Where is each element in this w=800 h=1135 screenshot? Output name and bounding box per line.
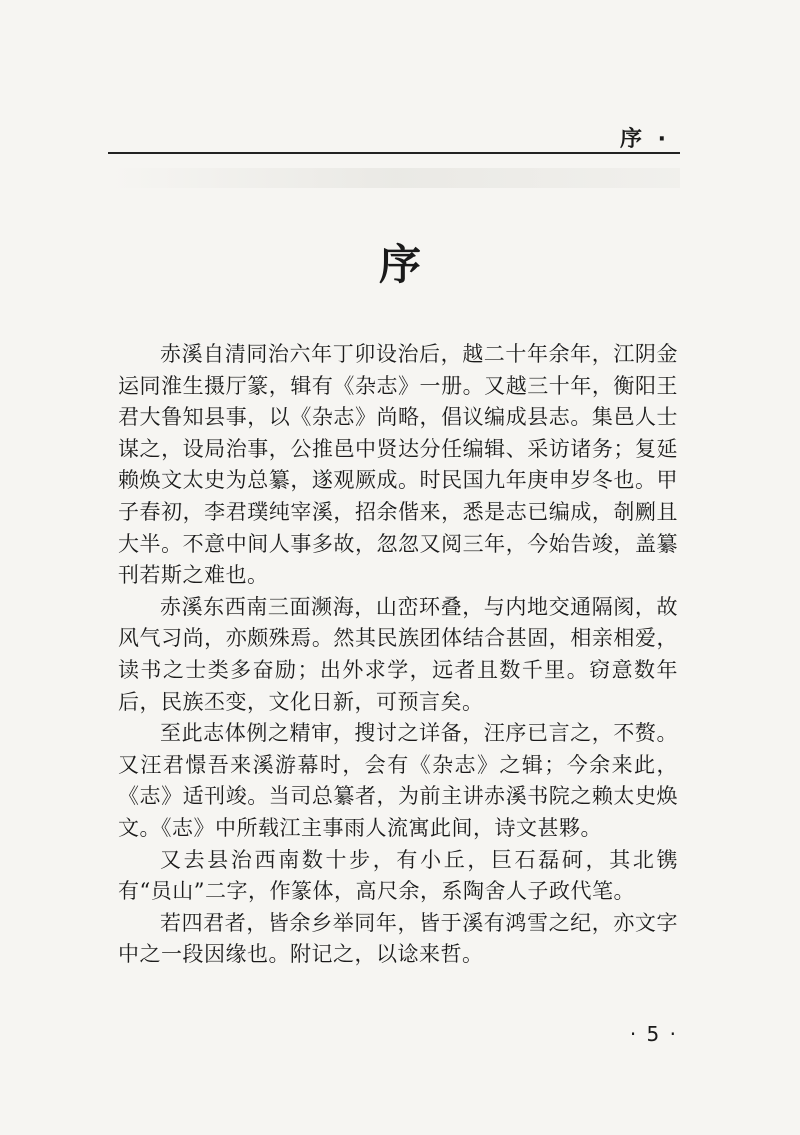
page-title: 序 [378, 240, 421, 289]
running-head [108, 122, 680, 152]
bleed-through-shadow [110, 168, 680, 188]
paragraph-2: 赤溪东西南三面濒海，山峦环叠，与内地交通隔阂，故风气习尚，亦颇殊焉。然其民族团体结合甚固，相亲相爱，读书之士类多奋励；出外求学，远者且数千里。窃意数年后，民族丕变，文化日新，可预言矣。 [118, 594, 678, 714]
paragraph-3: 至此志体例之精审，搜讨之详备，汪序已言之，不赘。又汪君憬吾来溪游幕时，会有《杂志》之辑；今余来此，《志》适刊竣。当司总纂者，为前主讲赤溪书院之赖太史焕文。《志》中所载江主事雨人流寓此间，诗文甚夥。 [118, 721, 678, 840]
paragraph-1: 赤溪自清同治六年丁卯设治后，越二十年余年，江阴金运同淮生摄厅篆，辑有《杂志》一册。又越三十年，衡阳王君大鲁知县事，以《杂志》尚略，倡议编成县志。集邑人士谋之，设局治事，公推邑中贤达分任编辑、采访诸务；复延赖焕文太史为总纂，遂观厥成。时民国九年庚申岁冬也。甲子春初，李君璞纯宰溪，招余偕来，悉是志已编成，剞劂且大半。不意中间人事多故，忽忽又阅三年，今始告竣，盖纂刊若斯之难也。 [118, 342, 678, 588]
body-text [118, 339, 678, 971]
header-rule [108, 152, 680, 154]
page-number: · 5 · [629, 1022, 678, 1046]
paragraph-5: 若四君者，皆余乡举同年，皆于溪有鸿雪之纪，亦文字中之一段因缘也。附记之，以谂来哲。 [118, 910, 678, 967]
paragraph-4: 又去县治西南数十步，有小丘，巨石磊砢，其北镌有“员山”二字，作篆体，高尺余，系陶舍人子政代笔。 [118, 847, 678, 904]
running-head-text: 序 · [619, 127, 670, 152]
